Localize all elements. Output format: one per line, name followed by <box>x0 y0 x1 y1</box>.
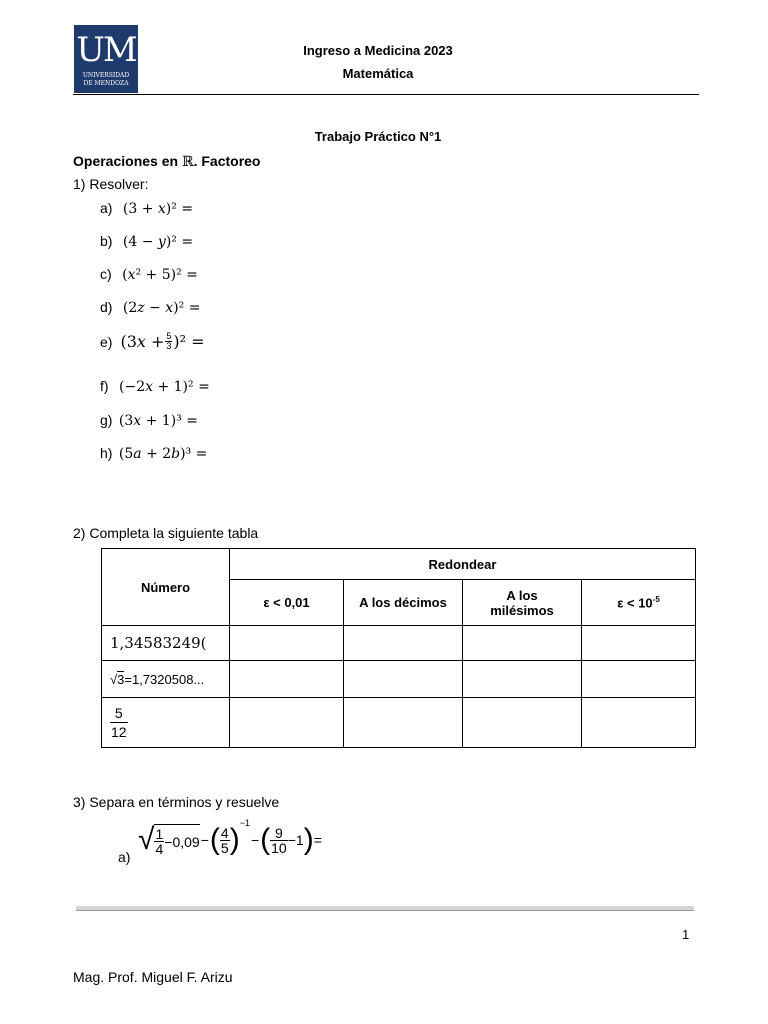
university-logo <box>74 25 138 93</box>
row-number-value: 1,34583249( <box>102 626 230 661</box>
exercise1-item-g <box>100 412 198 430</box>
sqrt-value: =1,7320508... <box>124 671 205 687</box>
item-fraction <box>165 332 172 351</box>
section-suffix: . Factoreo <box>193 153 261 169</box>
section-prefix: Operaciones en <box>73 153 182 169</box>
exercise3-expression <box>138 818 322 862</box>
col-header-numero: Número <box>102 549 230 626</box>
answer-cell[interactable] <box>582 626 696 661</box>
item-letter: b) <box>100 233 113 249</box>
fraction-denominator: 3 <box>166 341 172 351</box>
item-letter: d) <box>100 299 113 315</box>
exercise3-item-letter: a) <box>118 849 131 865</box>
item-expression: (3 + 𝑥)² = <box>122 201 194 217</box>
row-number-sqrt3 <box>102 661 230 698</box>
subheader-milesimos <box>463 580 582 626</box>
item-letter: h) <box>100 445 113 461</box>
fraction-9-10 <box>270 826 288 855</box>
item-expression: (2𝑧 − 𝑥)² = <box>122 300 201 316</box>
item-letter: f) <box>100 378 109 394</box>
subheader-milesimos-line2: milésimos <box>490 602 554 618</box>
item-expression: (4 − 𝑦)² = <box>122 234 194 250</box>
page-number: 1 <box>682 927 690 942</box>
answer-cell[interactable] <box>230 661 344 698</box>
sqrt-symbol: √ <box>110 671 118 687</box>
exercise1-label: 1) Resolver: <box>73 176 149 192</box>
fraction-denominator: 5 <box>220 839 229 856</box>
item-letter: g) <box>100 412 113 428</box>
footer-rule <box>76 906 694 911</box>
answer-cell[interactable] <box>230 698 344 748</box>
logo-line1: UNIVERSIDAD <box>82 72 130 79</box>
item-expression: (−2𝑥 + 1)² = <box>119 379 210 395</box>
rounding-table <box>101 548 696 748</box>
item-letter: c) <box>100 266 112 282</box>
paren-open: ( <box>260 823 271 856</box>
subheader-milesimos-line1: A los <box>506 587 538 603</box>
header-title: Ingreso a Medicina 2023 <box>303 43 453 58</box>
exercise1-item-d <box>100 299 200 317</box>
epsilon-exponent: -5 <box>652 594 660 604</box>
equals-sign: = <box>313 832 322 848</box>
exercise1-item-b <box>100 233 193 251</box>
fraction-numerator: 5 <box>114 705 123 721</box>
table-row <box>102 698 696 748</box>
item-expression: (3𝑥 + 1)³ = <box>118 413 198 429</box>
sqrt-radicand <box>154 824 199 856</box>
exponent: −1 <box>239 818 250 828</box>
item-expression-post: )² = <box>173 332 205 351</box>
exercise1-item-c <box>100 266 198 284</box>
exercise1-item-e <box>100 332 205 351</box>
exercise3-label: 3) Separa en términos y resuelve <box>73 794 280 810</box>
table-row <box>102 626 696 661</box>
fraction-4-5 <box>220 826 230 855</box>
answer-cell[interactable] <box>582 698 696 748</box>
item-letter: a) <box>100 200 113 216</box>
item-expression-pre: (3𝑥 + <box>120 332 165 351</box>
paren-close: ) <box>303 823 314 856</box>
fraction-denominator: 12 <box>111 724 127 740</box>
answer-cell[interactable] <box>463 626 582 661</box>
section-set-symbol: ℝ <box>181 154 194 170</box>
answer-cell[interactable] <box>230 626 344 661</box>
row-number-fraction <box>102 698 230 748</box>
header-rule <box>73 94 699 95</box>
section-heading <box>73 153 260 170</box>
epsilon-base: ε < 10 <box>617 595 653 611</box>
logo-line2: DE MENDOZA <box>83 80 129 87</box>
table-row <box>102 661 696 698</box>
exercise1-item-a <box>100 200 193 218</box>
col-header-redondear: Redondear <box>230 549 696 580</box>
answer-cell[interactable] <box>463 698 582 748</box>
item-letter: e) <box>100 333 113 350</box>
exercise2-label: 2) Completa la siguiente tabla <box>73 525 259 541</box>
fraction-1-4 <box>154 827 164 856</box>
doc-title: Trabajo Práctico N°1 <box>314 129 442 144</box>
fraction-denominator: 10 <box>271 839 287 856</box>
author: Mag. Prof. Miguel F. Arizu <box>73 969 233 985</box>
answer-cell[interactable] <box>344 698 463 748</box>
answer-cell[interactable] <box>344 626 463 661</box>
fraction-denominator: 4 <box>155 841 164 857</box>
item-expression: (𝑥² + 5)² = <box>122 267 198 283</box>
answer-cell[interactable] <box>463 661 582 698</box>
answer-cell[interactable] <box>582 661 696 698</box>
subheader-epsilon-1e-5 <box>582 580 696 626</box>
minus-sign: − <box>250 832 260 848</box>
item-expression: (5𝑎 + 2𝑏)³ = <box>118 446 208 462</box>
answer-cell[interactable] <box>344 661 463 698</box>
exercise1-item-h <box>100 445 207 463</box>
exercise1-item-f <box>100 378 210 396</box>
subheader-epsilon-001: ε < 0,01 <box>230 580 344 626</box>
fraction-numerator: 1 <box>155 826 164 842</box>
minus-sign: − <box>200 832 209 848</box>
fraction-numerator: 9 <box>275 824 283 841</box>
fraction-5-12 <box>110 706 128 739</box>
logo-letters: UM <box>76 30 136 70</box>
minus-value: −0,09 <box>164 833 200 850</box>
paren-open: ( <box>209 823 220 856</box>
paren-close: ) <box>229 823 240 856</box>
subheader-decimos: A los décimos <box>344 580 463 626</box>
fraction-numerator: 5 <box>166 331 172 341</box>
minus-one: −1 <box>287 832 304 848</box>
fraction-numerator: 4 <box>220 824 229 841</box>
header-subtitle: Matemática <box>342 66 414 81</box>
sqrt-radicand: 3 <box>117 671 125 687</box>
sqrt-symbol: √ <box>138 823 155 856</box>
